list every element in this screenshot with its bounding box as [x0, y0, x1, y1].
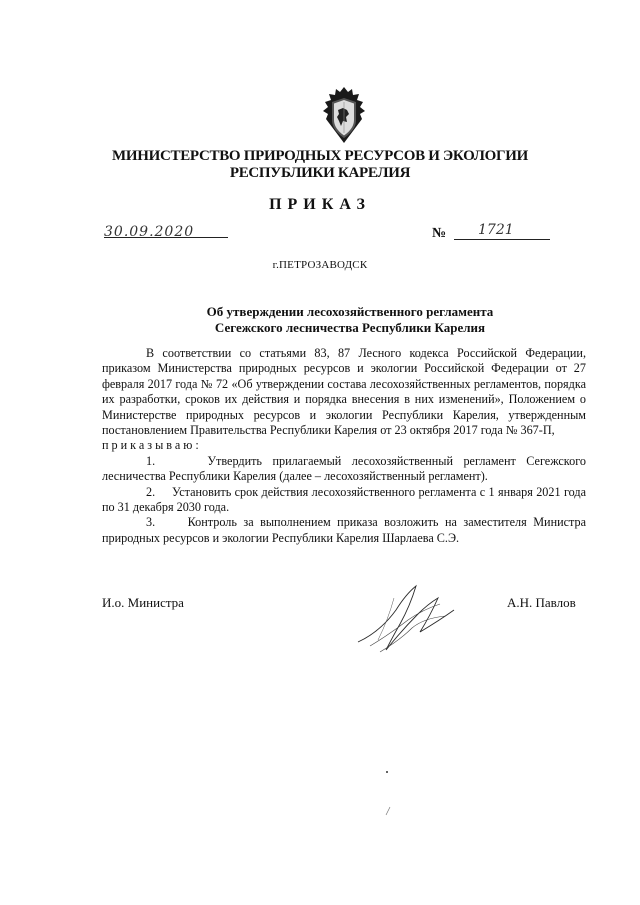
stray-tick-mark — [384, 806, 392, 816]
karelia-coat-of-arms-icon — [322, 86, 366, 144]
order-item-3: 3. Контроль за выполнением приказа возложить на заместителя Министра природных ресурсов и экологии Республики Карелия Шарлаева С.Э. — [102, 515, 586, 545]
order-item-1: 1. Утвердить прилагаемый лесохозяйственный регламент Сегежского лесничества Республики Карелия (далее – лесохозяйственный регламент). — [102, 453, 586, 484]
signer-name: А.Н. Павлов — [507, 595, 576, 610]
number-label: № — [432, 226, 447, 241]
subject-line1: Об утверждении лесохозяйственного регламента — [206, 304, 494, 319]
ministry-name-line2: РЕСПУБЛИКИ КАРЕЛИЯ — [229, 165, 411, 181]
handwritten-number: 1721 — [478, 222, 514, 238]
handwritten-signature-icon — [350, 580, 470, 660]
order-item-2: 2. Установить срок действия лесохозяйственного регламента с 1 января 2021 года по 31 декабря 2030 года. — [102, 484, 586, 515]
date-underline — [104, 237, 228, 238]
handwritten-date: 30.09.2020 — [104, 224, 195, 240]
stray-mark — [386, 771, 388, 773]
city-name: г.ПЕТРОЗАВОДСК — [272, 259, 368, 271]
signer-position: И.о. Министра — [102, 595, 184, 610]
number-underline — [454, 239, 550, 240]
order-word: приказываю: — [102, 438, 202, 453]
ministry-name-line1: МИНИСТЕРСТВО ПРИРОДНЫХ РЕСУРСОВ И ЭКОЛОГИИ — [112, 148, 528, 164]
order-body — [102, 346, 586, 546]
subject-line2: Сегежского лесничества Республики Карелия — [214, 320, 486, 335]
document-type: ПРИКАЗ — [269, 196, 371, 213]
preamble-paragraph: В соответствии со статьями 83, 87 Лесного кодекса Российской Федерации, приказом Министерства природных ресурсов и экологии Российской Федерации от 27 февраля 2017 года № 72 «Об утверждении состава лесохозяйственных регламентов, порядка их разработки, сроков их действия и порядка внесения в них изменений», Положением о Министерстве природных ресурсов и экологии Республики Карелия, утвержденным постановлением Правительства Республики Карелия от 23 октября 2017 года № 367-П, — [102, 346, 586, 438]
